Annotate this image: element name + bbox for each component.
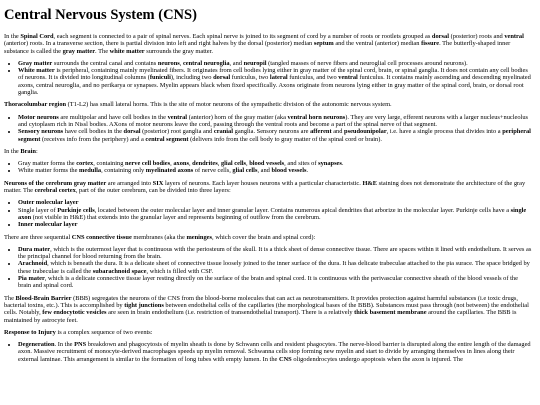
text-run: , containing [93,160,126,168]
text-run: staining does not demonstrate the architecture of the gray matter. The [4,179,526,195]
text-run: , located between the outer molecular layer and inner granular layer. Contains numerous apical dendrites that arborize in the molecular layer. Purkinje cells have a [94,206,511,214]
text-run: (BBB) segregates the neurons of the CNS from the blood-borne molecules that can act as neurotransmitters. It provides protection against harmful substances (i.e toxic drugs, bacterial toxins, etc.). This is accomplished by [4,294,518,309]
text-run: . The butterfly-shaped inner substance is called the [4,40,511,55]
bold-term: neuropil [243,59,267,67]
page-title: Central Nervous System (CNS) [4,7,197,23]
text-run: , which is beneath the dura. It is a delicate sheet of connective tissue loosely joined to the inner surface of the dura. It has delicate trabeculae attached to the pia surace. The space bridged by these trabeculae is called the [18,260,530,275]
bold-term: medulla [79,167,102,175]
bold-term: dendrites [192,160,218,168]
bold-term: neurons [157,59,180,67]
text-run: oligodendrocytes undergo apoptosis when the axon is injured. The [291,355,463,363]
text-run: , each segment is connected to a pair of spinal nerves. Each spinal nerve is joined to its segment of cord by a number of roots or rootlets grouped as [53,33,432,40]
bold-term: ventral [338,74,358,82]
matter-list-item [18,60,532,67]
bold-term: gray matter [62,47,96,55]
text-run: , which is filled with CSF. [146,267,214,275]
bold-term: Purkinje cells [57,206,95,214]
bold-term: Thoracolumbar region [4,101,67,109]
text-run: (tangled masses of nerve fibers and neuroglial cell processes around neurons). [266,59,468,67]
meninges-list-item [18,246,532,261]
bold-term: fissure [421,40,440,48]
text-run: , which is a delicate connective tissue layer resting directly on the surface of the brain and spinal cord. It is continuous with the perivascular connective sheath of the blood vessels of the brain and spinal cord. [18,275,518,290]
brain-heading-paragraph [4,148,532,155]
text-run: are multipolar and have cell bodies in the [58,113,168,121]
text-run: (receives info from the periphery) and a [40,135,146,143]
text-run: around the capillaries. The BBB is maintained by astrocyte feet. [4,309,517,324]
thoracolumbar-paragraph [4,101,532,108]
bold-term: thick basement membrane [354,309,427,317]
bold-term: Response to Injury [4,328,56,336]
matter-list-item [18,67,532,96]
bold-term: Brain [20,147,36,155]
bold-term: PNS [74,341,87,349]
bold-term: CNS [278,355,292,363]
meninges-paragraph [4,234,532,241]
bold-term: meninges [186,233,213,241]
text-run: There are three sequential [4,233,72,241]
meninges-list-item [18,260,532,275]
spinal-cord-paragraph [4,33,532,55]
bold-term: Gray matter [18,59,53,67]
bold-term: Blood-Brain Barrier [15,294,72,302]
text-run: , and [257,167,272,175]
bold-term: blood vessels [271,167,307,175]
bold-term: single axon [18,206,527,221]
text-run: , [170,160,174,168]
text-run: The [4,294,16,302]
cortex-layer-list [4,199,532,228]
bold-term: Inner molecular layer [18,221,78,229]
bold-term: glial cells [232,167,258,175]
injury-event-list [4,341,532,363]
bold-term: SIX [152,179,164,187]
meninges-list [4,246,532,290]
text-run: of nerve cells, [193,167,233,175]
bold-term: White matter [18,67,55,75]
text-run: , [217,160,221,168]
meninges-list-item [18,275,532,290]
text-run: (T1-L2) has small lateral horns. This is the site of motor neurons of the sympathetic division of the autonomic nervous system. [66,101,392,109]
bold-term: Neurons of the cerebrum gray matter [4,179,107,187]
text-run: is a complex sequence of two events: [55,328,153,336]
bold-term: CNS connective tissue [71,233,132,241]
text-run: White matter forms the [18,167,80,175]
bold-term: ventral [167,113,188,121]
bold-term: H&E [362,179,378,187]
cerebrum-paragraph [4,180,532,195]
text-run: (not visible in H&E) that extends into the granular layer and represents beginning of outflow from the cerebrum. [31,213,321,221]
text-run: Single layer of [18,206,58,214]
text-run: and the ventral (anterior) median [333,40,422,48]
bold-term: Degeneration [18,341,55,349]
bold-term: central segment [145,135,189,143]
bold-term: afferent [310,128,332,136]
text-run: is peripheral, containing mainly myelinated fibers. It originates from cell bodies lying either in gray matter of the spinal cord, brain, or spinal ganglia. It does not contain any cell bodies of neurons. It is divided into longitudinal columns ( [18,67,528,82]
text-run: . The [95,47,110,55]
cortex-layer-item [18,207,532,222]
cortex-layer-item [18,199,532,206]
text-run: surrounds the central canal and contains [52,59,158,67]
text-run: and [331,128,345,136]
bold-term: blood vessels [249,160,285,168]
text-run: , [188,160,193,168]
bold-term: cortex [76,160,94,168]
neuron-list-item [18,114,532,129]
text-run: (delivers info from the cell body to gray matter of the spinal cord or brain). [188,135,382,143]
bold-term: synapses [318,160,342,168]
cortex-layer-item [18,221,532,228]
text-run: layers of neurons. Each layer houses neurons with a particular characteristic. [163,179,363,187]
text-run: membranes (aka the [131,233,187,241]
text-run: . In the [54,341,75,349]
text-run: ), including two [170,74,214,82]
text-run: , i.e. have a single process that divides into a [386,128,503,136]
bold-term: dorsal [123,128,141,136]
bold-term: funiculi [149,74,171,82]
bold-term: septum [313,40,334,48]
text-run: , [179,59,183,67]
text-run: : [35,147,38,155]
text-run: In the [4,33,21,40]
text-run: have cell bodies in the [63,128,124,136]
text-run: . [306,167,309,175]
neuron-list-item [18,128,532,143]
bold-term: Sensory neurons [18,128,64,136]
bold-term: myelinated axons [145,167,194,175]
bold-term: central neuroglia [182,59,230,67]
injury-event-item [18,341,532,363]
bold-term: few endocytotic vesicles [42,309,107,317]
text-run: ganglia. Sensory neurons are [233,128,311,136]
text-run: (anterior) horn of the gray matter (aka [187,113,288,121]
bold-term: ventral [504,33,524,40]
bold-term: Dura mater [18,245,51,253]
bold-term: ventral horn neurons [287,113,346,121]
bold-term: tight junctions [124,301,164,309]
bold-term: subarachnoid space [92,267,147,275]
bold-term: Pia mater [18,275,45,283]
text-run: are seen in brain endothelium (i.e. restriction of transendothelial transport). There is a relatively [106,309,355,317]
text-run: , which cover the brain and spinal cord): [212,233,316,241]
text-run: , and sites of [284,160,319,168]
text-run: funiculus, two [230,74,270,82]
bold-term: dorsal [431,33,449,40]
bold-term: cranial [213,128,234,136]
text-run: , part of the outer cerebrum, can be divided into three layers: [75,187,231,195]
text-run: (posterior) roots and [448,33,505,40]
text-run: breakdown and phagocytosis of myelin sheath is done by Schwann cells and resident phagocytes. The nerve-blood barrier is disrupted along the entire length of the damaged axon. Massive recruitment of monocyte-derived macrophages speeds up myelin removal. Schwanna cells stop forming new myelin and start to divide by arranging themselves in lines along their external laminae. This arrangement is similar to the formation of long tubes with empty lumen. In the [18,341,531,363]
text-run: funiculus. It contains mainly ascending and descending myelinated axons, central neuroglia, and no perikarya or synapses. Myelin appears black when fixed specifically. Axons originate from neurons lying either in gray matter of the spinal cord, brain, or dorsal root ganglia. [18,74,531,97]
brain-matter-list [4,160,532,175]
bold-term: cerebral cortex [34,187,76,195]
bold-term: Spinal Cord [20,33,54,40]
bold-term: peripheral segment [18,128,531,143]
brain-list-item [18,167,532,174]
brain-list-item [18,160,532,167]
text-run: , which is the outermost layer that is continuous with the periosteum of the skull. It is a thick sheet of dense connective tissue. There are spaces within it lined with endothelium. It serves as the principal channel for blood returning from the brain. [18,245,532,261]
bold-term: glial cells [220,160,246,168]
spinal-matter-list [4,60,532,96]
bold-term: Motor neurons [18,113,59,121]
bold-term: lateral [269,74,288,82]
blood-brain-barrier-paragraph [4,295,532,324]
text-run: , [245,160,250,168]
text-run: funiculus, and two [287,74,339,82]
text-run: (anterior) roots. In a transverse section, there is partial division into left and right halves by the dorsal (posterior) median [4,40,314,48]
text-run: Gray matter forms the [18,160,77,168]
text-run: surrounds the gray matter. [144,47,213,55]
text-run: , and [229,59,244,67]
bold-term: Outer molecular layer [18,199,79,207]
text-run: . [341,160,344,168]
bold-term: nerve cell bodies [125,160,171,168]
text-run: , containing only [101,167,146,175]
bold-term: white matter [109,47,145,55]
bold-term: dorsal [213,74,231,82]
spinal-neuron-list [4,114,532,143]
bold-term: axons [173,160,189,168]
text-run: between endothelial cells of the capillaries (the morphological bases of the BBB). Substances must pass through (not between) the endothelial cells. Notably, [4,301,529,317]
text-run: ). They are very large, efferent neurons with a larger nucleus+nucleolus and cytoplasm rich in Nissl bodies. AXons of motor neurons leave the cord, passing through the ventral roots and become a part of the spinal nerve of that segment. [18,113,529,128]
bold-term: pseudounipolar [344,128,387,136]
text-run: are arranged into [106,179,153,187]
bold-term: Arachnoid [18,260,48,268]
injury-paragraph [4,329,532,336]
text-run: In the [4,147,21,155]
text-run: (posterior) root ganglia and [140,128,214,136]
